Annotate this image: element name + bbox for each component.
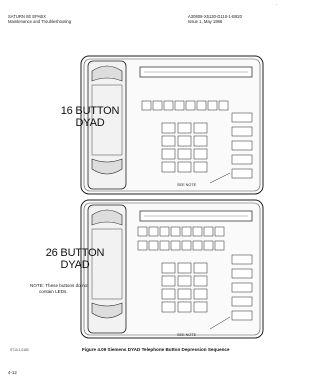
top-dyad-title: 16 BUTTON DYAD	[60, 105, 120, 129]
document-header-right	[188, 14, 242, 24]
corner-mark: ʻ	[276, 4, 278, 10]
led-note: NOTE: These buttons do not contain LEDs.	[30, 283, 89, 294]
bottom-dyad-title: 26 BUTTON DYAD	[45, 247, 105, 271]
figure-part-number: ST10-1-0180	[10, 348, 29, 352]
bottom-see-note: SEE NOTE	[177, 333, 197, 337]
document-part-number: A30808-X5130-D110-1-B920	[188, 14, 242, 19]
document-title: SATURN IIE EPABX	[8, 14, 47, 19]
page-number: 4-12	[8, 370, 17, 375]
document-subtitle: Maintenance and Troubleshooting	[8, 19, 72, 25]
document-issue-date: Issue 1, May 1986	[188, 19, 223, 25]
figure-caption: Figure 4.09 Siemens DYAD Telephone Button Depression Sequence	[82, 347, 230, 352]
top-see-note: SEE NOTE	[177, 183, 197, 187]
document-header-left	[8, 14, 71, 24]
